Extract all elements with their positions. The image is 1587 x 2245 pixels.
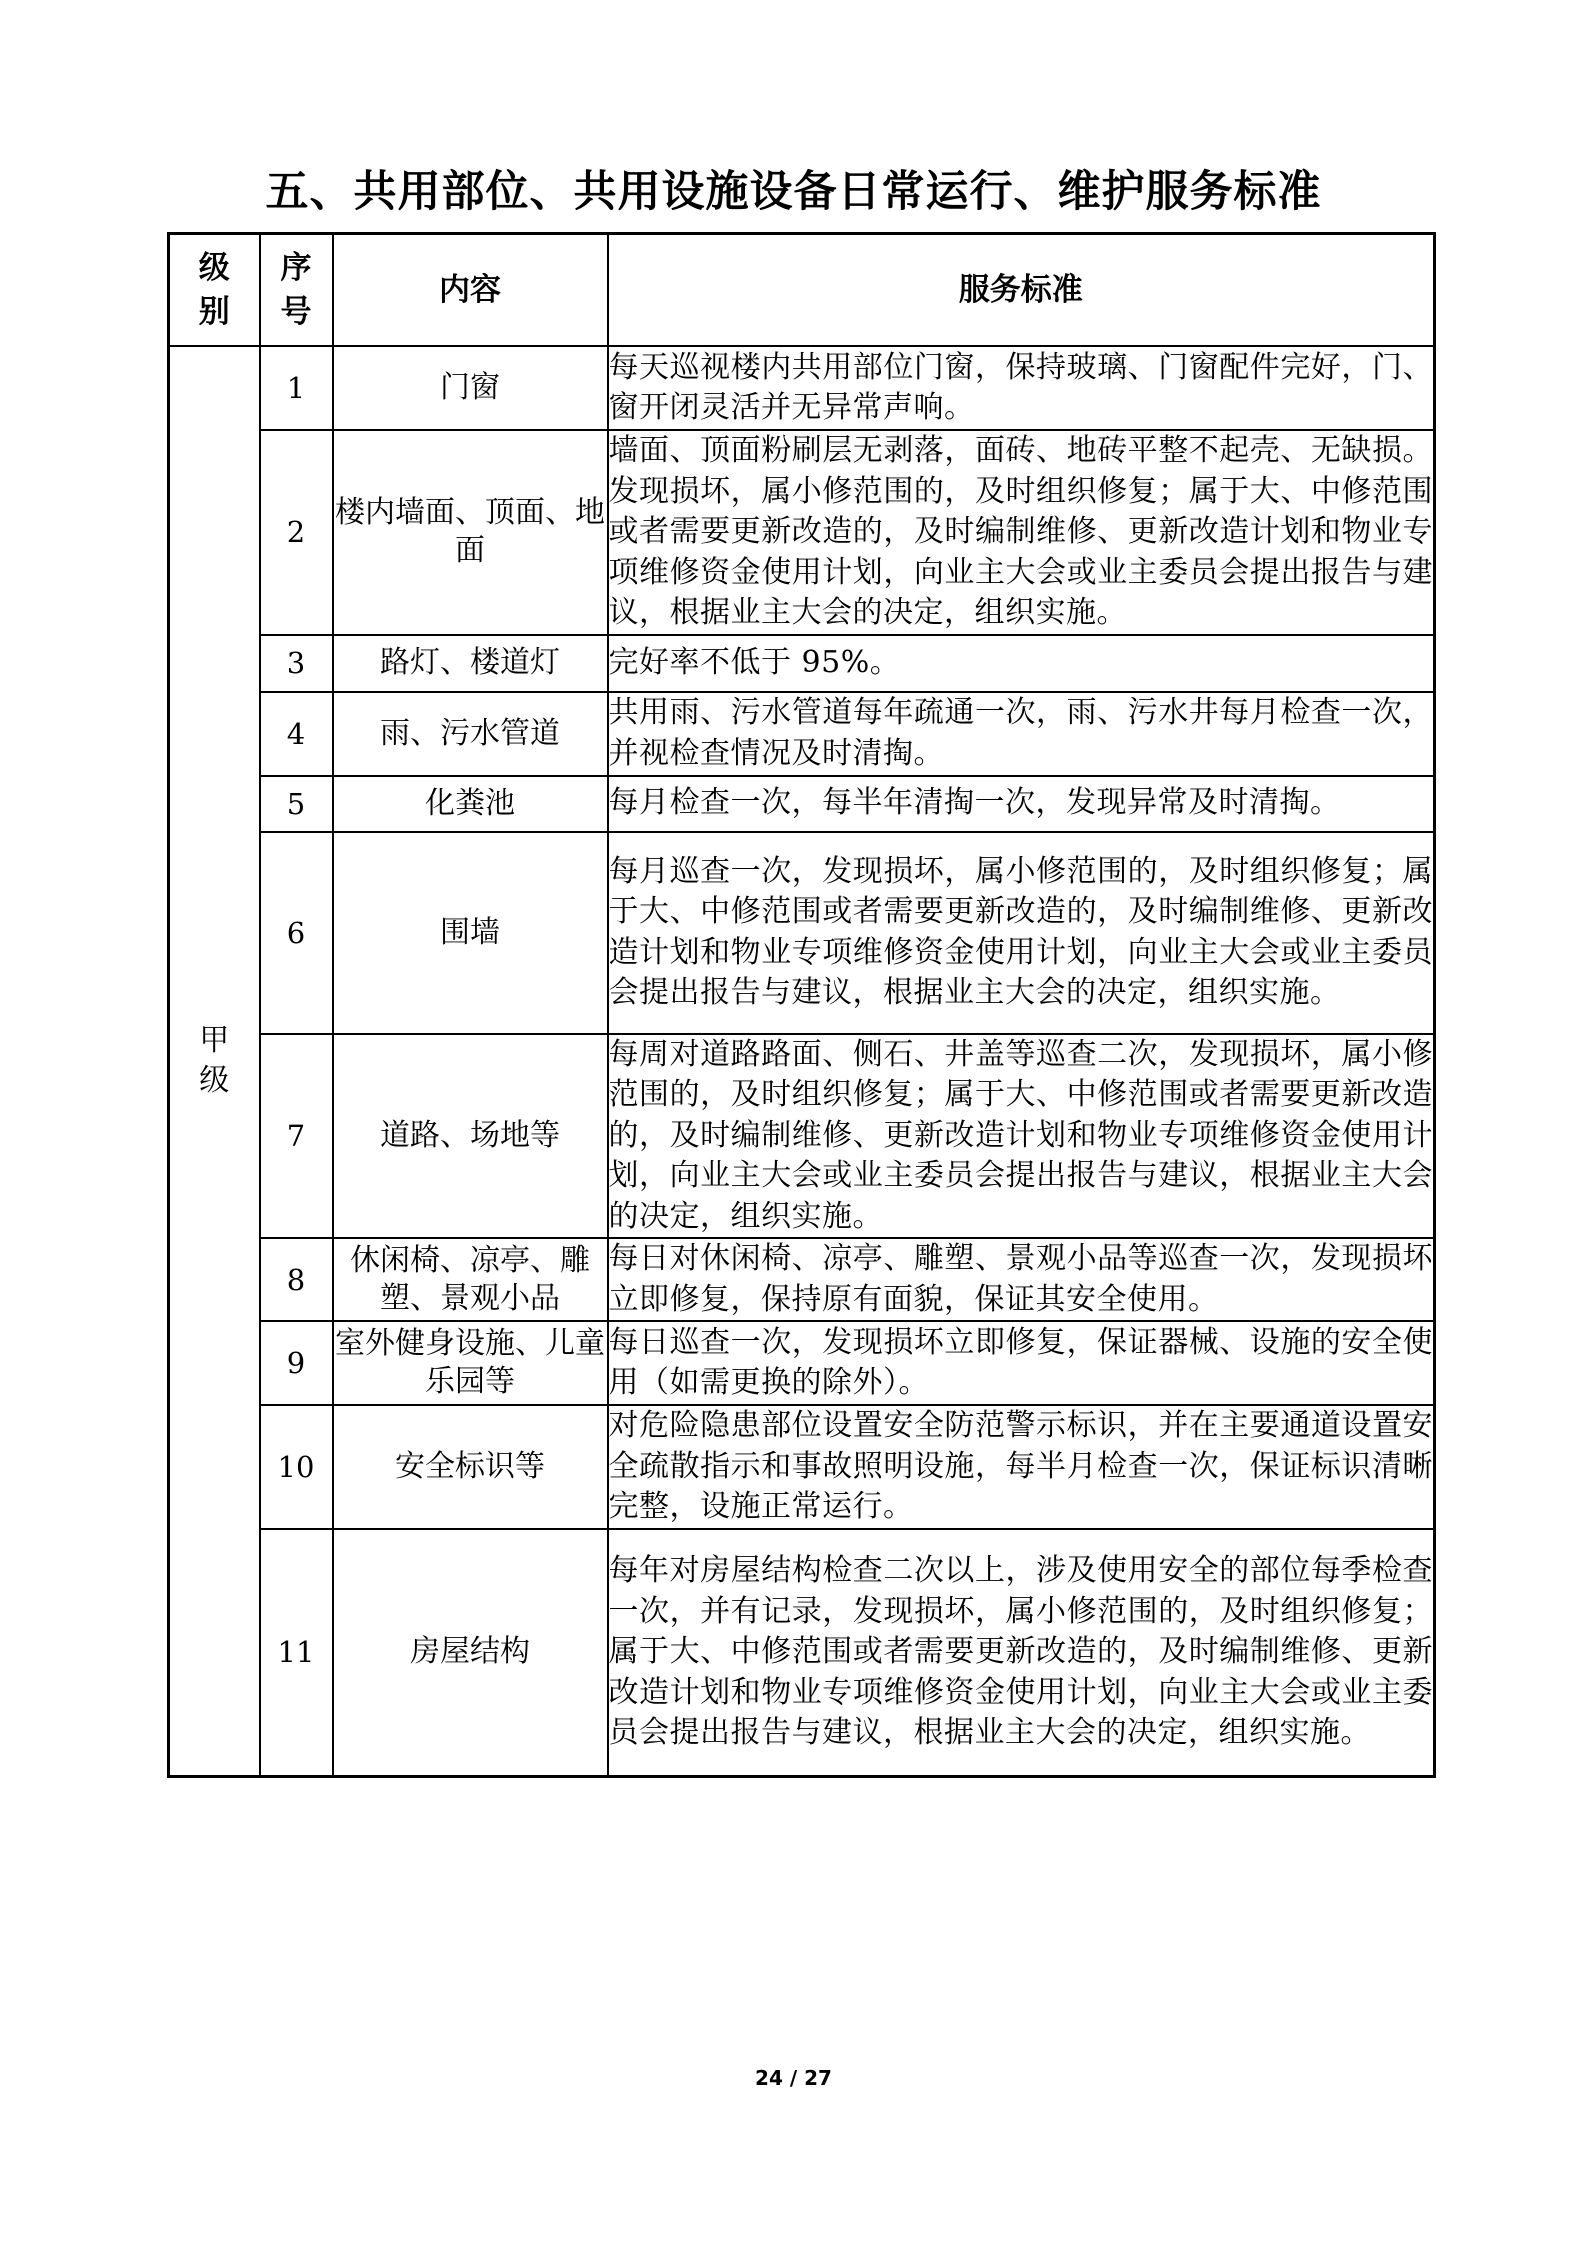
table-row: [169, 1238, 1435, 1321]
row-standard: 对危险隐患部位设置安全防范警示标识，并在主要通道设置安全疏散指示和事故照明设施，每半月检查一次，保证标识清晰完整，设施正常运行。: [608, 1405, 1435, 1529]
row-seq: 8: [260, 1238, 333, 1321]
table-row: [169, 1321, 1435, 1405]
row-seq: 3: [260, 635, 333, 692]
row-seq: 9: [260, 1321, 333, 1405]
row-content: 路灯、楼道灯: [333, 635, 608, 692]
row-seq: 1: [260, 346, 333, 430]
row-standard: 每日对休闲椅、凉亭、雕塑、景观小品等巡查一次，发现损坏立即修复，保持原有面貌，保证其安全使用。: [608, 1238, 1435, 1321]
service-standard-table: [167, 232, 1436, 1778]
row-seq: 7: [260, 1034, 333, 1239]
table-row: [169, 692, 1435, 776]
table-row: [169, 1405, 1435, 1529]
row-content: 安全标识等: [333, 1405, 608, 1529]
row-content: 门窗: [333, 346, 608, 430]
table-header-row: [169, 234, 1435, 347]
row-content: 休闲椅、凉亭、雕塑、景观小品: [333, 1238, 608, 1321]
table-row: [169, 1034, 1435, 1239]
row-standard: 完好率不低于 95%。: [608, 635, 1435, 692]
row-standard: 每天巡视楼内共用部位门窗，保持玻璃、门窗配件完好，门、窗开闭灵活并无异常声响。: [608, 346, 1435, 430]
row-standard: 每月检查一次，每半年清掏一次，发现异常及时清掏。: [608, 776, 1435, 832]
table-row: [169, 832, 1435, 1034]
row-standard: 每月巡查一次，发现损坏，属小修范围的，及时组织修复；属于大、中修范围或者需要更新改造的，及时编制维修、更新改造计划和物业专项维修资金使用计划，向业主大会或业主委员会提出报告与建议，根据业主大会的决定，组织实施。: [608, 832, 1435, 1034]
header-standard: 服务标准: [608, 234, 1435, 347]
table-row: [169, 1529, 1435, 1776]
row-seq: 10: [260, 1405, 333, 1529]
row-standard: 每周对道路路面、侧石、井盖等巡查二次，发现损坏，属小修范围的，及时组织修复；属于大、中修范围或者需要更新改造的，及时编制维修、更新改造计划和物业专项维修资金使用计划，向业主大会或业主委员会提出报告与建议，根据业主大会的决定，组织实施。: [608, 1034, 1435, 1239]
row-seq: 4: [260, 692, 333, 776]
table-row: [169, 430, 1435, 635]
row-content: 房屋结构: [333, 1529, 608, 1776]
row-seq: 11: [260, 1529, 333, 1776]
header-level: 级别: [169, 234, 260, 347]
page-number: 24 / 27: [755, 2066, 832, 2090]
header-content: 内容: [333, 234, 608, 347]
row-seq: 5: [260, 776, 333, 832]
row-standard: 墙面、顶面粉刷层无剥落，面砖、地砖平整不起壳、无缺损。发现损坏，属小修范围的，及时组织修复；属于大、中修范围或者需要更新改造的，及时编制维修、更新改造计划和物业专项维修资金使用计划，向业主大会或业主委员会提出报告与建议，根据业主大会的决定，组织实施。: [608, 430, 1435, 635]
table-row: [169, 776, 1435, 832]
row-standard: 共用雨、污水管道每年疏通一次，雨、污水井每月检查一次，并视检查情况及时清掏。: [608, 692, 1435, 776]
row-seq: 6: [260, 832, 333, 1034]
header-seq: 序号: [260, 234, 333, 347]
row-content: 化粪池: [333, 776, 608, 832]
row-content: 围墙: [333, 832, 608, 1034]
table-row: [169, 635, 1435, 692]
row-seq: 2: [260, 430, 333, 635]
row-content: 室外健身设施、儿童乐园等: [333, 1321, 608, 1405]
row-content: 道路、场地等: [333, 1034, 608, 1239]
row-content: 楼内墙面、顶面、地面: [333, 430, 608, 635]
table-row: [169, 346, 1435, 430]
level-cell: 甲级: [169, 346, 260, 1776]
row-content: 雨、污水管道: [333, 692, 608, 776]
row-standard: 每年对房屋结构检查二次以上，涉及使用安全的部位每季检查一次，并有记录，发现损坏，属小修范围的，及时组织修复；属于大、中修范围或者需要更新改造的，及时编制维修、更新改造计划和物业专项维修资金使用计划，向业主大会或业主委员会提出报告与建议，根据业主大会的决定，组织实施。: [608, 1529, 1435, 1776]
row-standard: 每日巡查一次，发现损坏立即修复，保证器械、设施的安全使用（如需更换的除外）。: [608, 1321, 1435, 1405]
page-title: 五、共用部位、共用设施设备日常运行、维护服务标准: [265, 167, 1322, 217]
